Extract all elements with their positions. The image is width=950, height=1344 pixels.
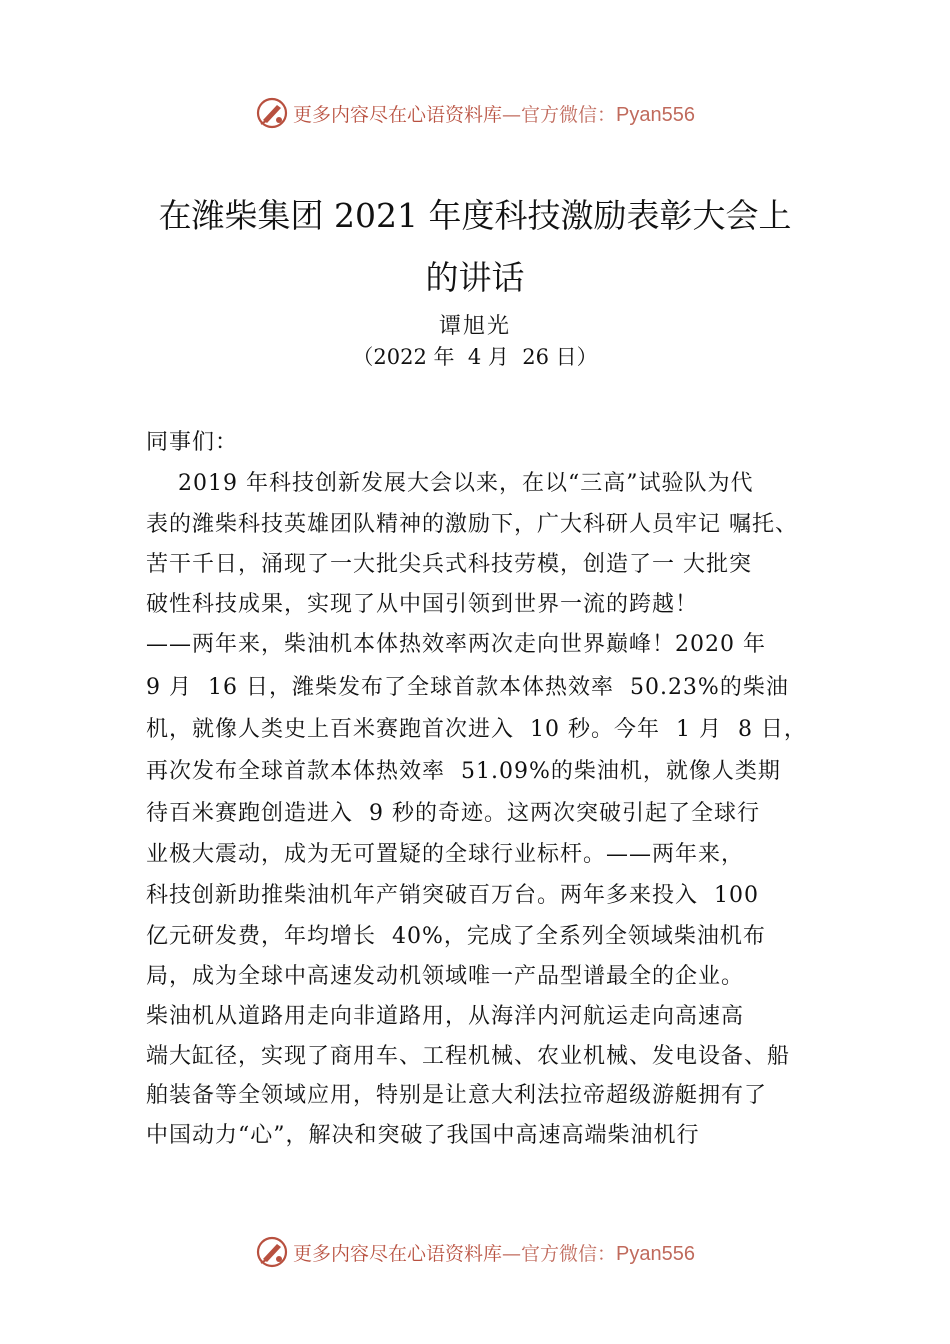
banner-main-text: 更多内容尽在心语资料库 bbox=[293, 103, 503, 126]
body-line: 中国动力“心”，解决和突破了我国中高速高端柴油机行 bbox=[146, 1123, 700, 1148]
banner-wechat-label: 官方微信： bbox=[521, 103, 617, 126]
banner-wechat-id: Pyan556 bbox=[616, 1242, 695, 1265]
banner-wechat-id: Pyan556 bbox=[616, 103, 695, 126]
banner-main-text: 更多内容尽在心语资料库 bbox=[293, 1242, 503, 1265]
document-title-line-2: 的讲话 bbox=[425, 258, 525, 297]
body-line: 局，成为全球中高速发动机领域唯一产品型谱最全的企业。 bbox=[146, 964, 745, 989]
body-line: 科技创新助推柴油机年产销突破百万台。两年多来投入 100 bbox=[146, 883, 759, 908]
body-line: 业极大震动，成为无可置疑的全球行业标杆。——两年来， bbox=[146, 842, 745, 867]
body-line: 苦干千日，涌现了一大批尖兵式科技劳模，创造了一 大批突 bbox=[146, 552, 752, 577]
body-line: 破性科技成果，实现了从中国引领到世界一流的跨越！ bbox=[146, 592, 699, 617]
banner-separator: — bbox=[502, 1242, 522, 1265]
document-title-line-1: 在潍柴集团 2021 年度科技激励表彰大会上 bbox=[158, 196, 792, 235]
body-line: 再次发布全球首款本体热效率 51.09%的柴油机，就像人类期 bbox=[146, 759, 781, 784]
author-name: 谭旭光 bbox=[438, 314, 511, 339]
body-line: ——两年来，柴油机本体热效率两次走向世界巅峰！2020 年 bbox=[146, 632, 766, 657]
body-line: 舶装备等全领域应用，特别是让意大利法拉帝超级游艇拥有了 bbox=[146, 1083, 768, 1108]
body-line: 端大缸径，实现了商用车、工程机械、农业机械、发电设备、船 bbox=[146, 1044, 791, 1069]
footer-banner bbox=[0, 1232, 950, 1272]
body-line: 机，就像人类史上百米赛跑首次进入 10 秒。今年 1 月 8 日， bbox=[146, 717, 807, 742]
body-line: 2019 年科技创新发展大会以来，在以“三高”试验队为代 bbox=[146, 471, 754, 496]
body-line: 9 月 16 日，潍柴发布了全球首款本体热效率 50.23%的柴油 bbox=[146, 675, 789, 700]
banner-wechat-label: 官方微信： bbox=[521, 1242, 617, 1265]
banner-text bbox=[293, 100, 695, 127]
banner-separator: — bbox=[502, 103, 522, 126]
header-banner bbox=[0, 93, 950, 133]
body-line: 亿元研发费，年均增长 40%，完成了全系列全领域柴油机布 bbox=[146, 924, 766, 949]
logo-icon bbox=[255, 1235, 289, 1269]
body-line: 待百米赛跑创造进入 9 秒的奇迹。这两次突破引起了全球行 bbox=[146, 801, 760, 826]
speech-date: （2022 年 4 月 26 日） bbox=[352, 345, 598, 369]
banner-text bbox=[293, 1239, 695, 1266]
body-line: 柴油机从道路用走向非道路用，从海洋内河航运走向高速高 bbox=[146, 1004, 745, 1029]
logo-icon bbox=[255, 96, 289, 130]
body-line: 同事们： bbox=[146, 430, 239, 455]
body-line: 表的潍柴科技英雄团队精神的激励下，广大科研人员牢记 嘱托、 bbox=[146, 512, 798, 537]
